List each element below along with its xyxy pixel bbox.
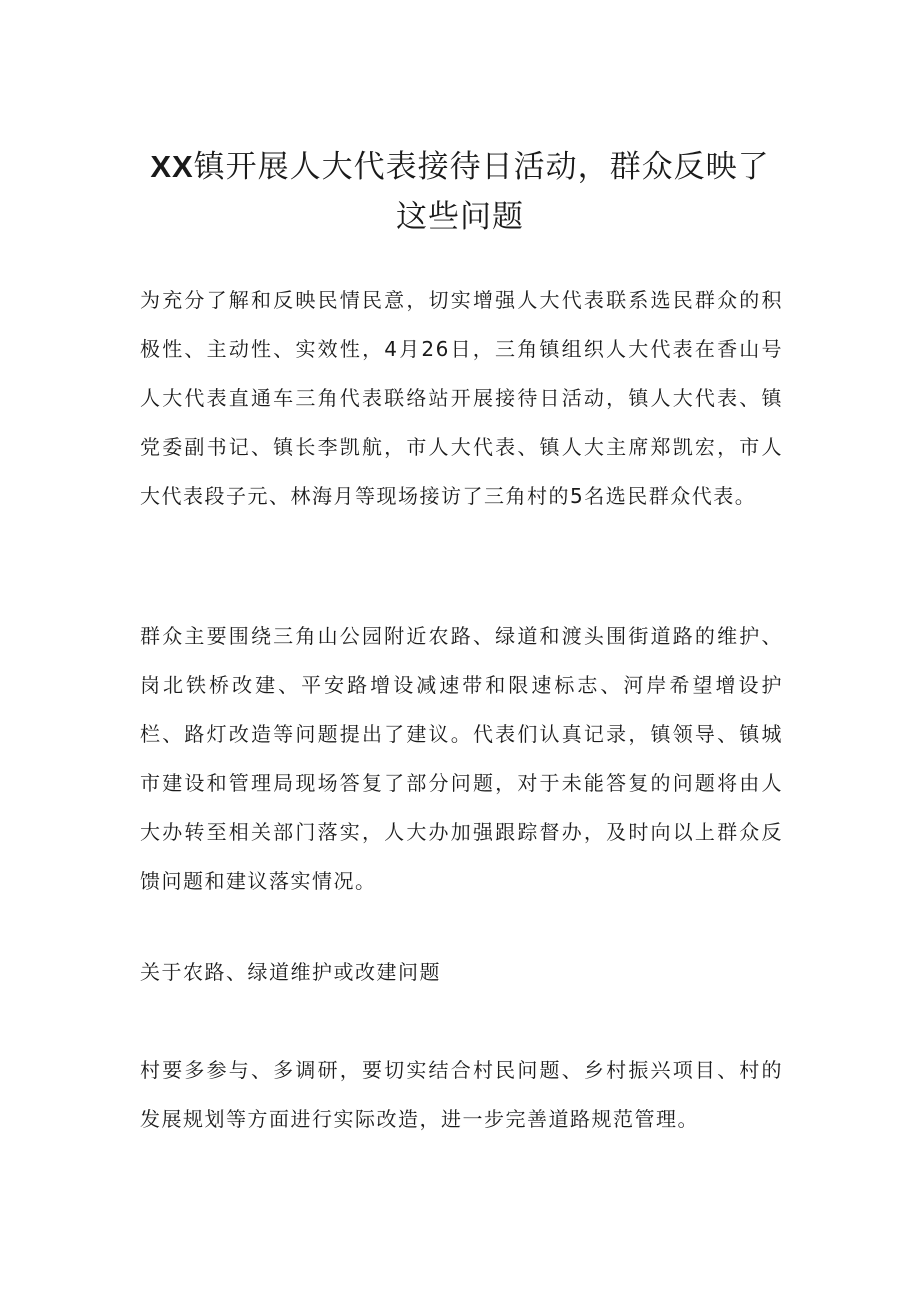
paragraph-response: 村要多参与、多调研，要切实结合村民问题、乡村振兴项目、村的发展规划等方面进行实际改造，进一步完善道路规范管理。 bbox=[140, 1058, 783, 1131]
paragraph-issues: 群众主要围绕三角山公园附近农路、绿道和渡头围街道路的维护、岗北铁桥改建、平安路增设减速带和限速标志、河岸希望增设护栏、路灯改造等问题提出了建议。代表们认真记录，镇领导、镇城市建设和管理局现场答复了部分问题，对于未能答复的问题将由人大办转至相关部门落实，人大办加强跟踪督办，及时向以上群众反馈问题和建议落实情况。 bbox=[140, 624, 783, 893]
title-prefix: XX bbox=[150, 149, 194, 184]
section-heading: 关于农路、绿道维护或改建问题 bbox=[140, 960, 441, 984]
title-text: 镇开展人大代表接待日活动，群众反映了这些问题 bbox=[193, 149, 770, 235]
paragraph-intro: 为充分了解和反映民情民意，切实增强人大代表联系选民群众的积极性、主动性、实效性，4月26日，三角镇组织人大代表在香山号人大代表直通车三角代表联络站开展接待日活动，镇人大代表、镇党委副书记、镇长李凯航，市人大代表、镇人大主席郑凯宏，市人大代表段子元、林海月等现场接访了三角村的5名选民群众代表。 bbox=[140, 288, 783, 508]
article-title bbox=[140, 142, 780, 242]
